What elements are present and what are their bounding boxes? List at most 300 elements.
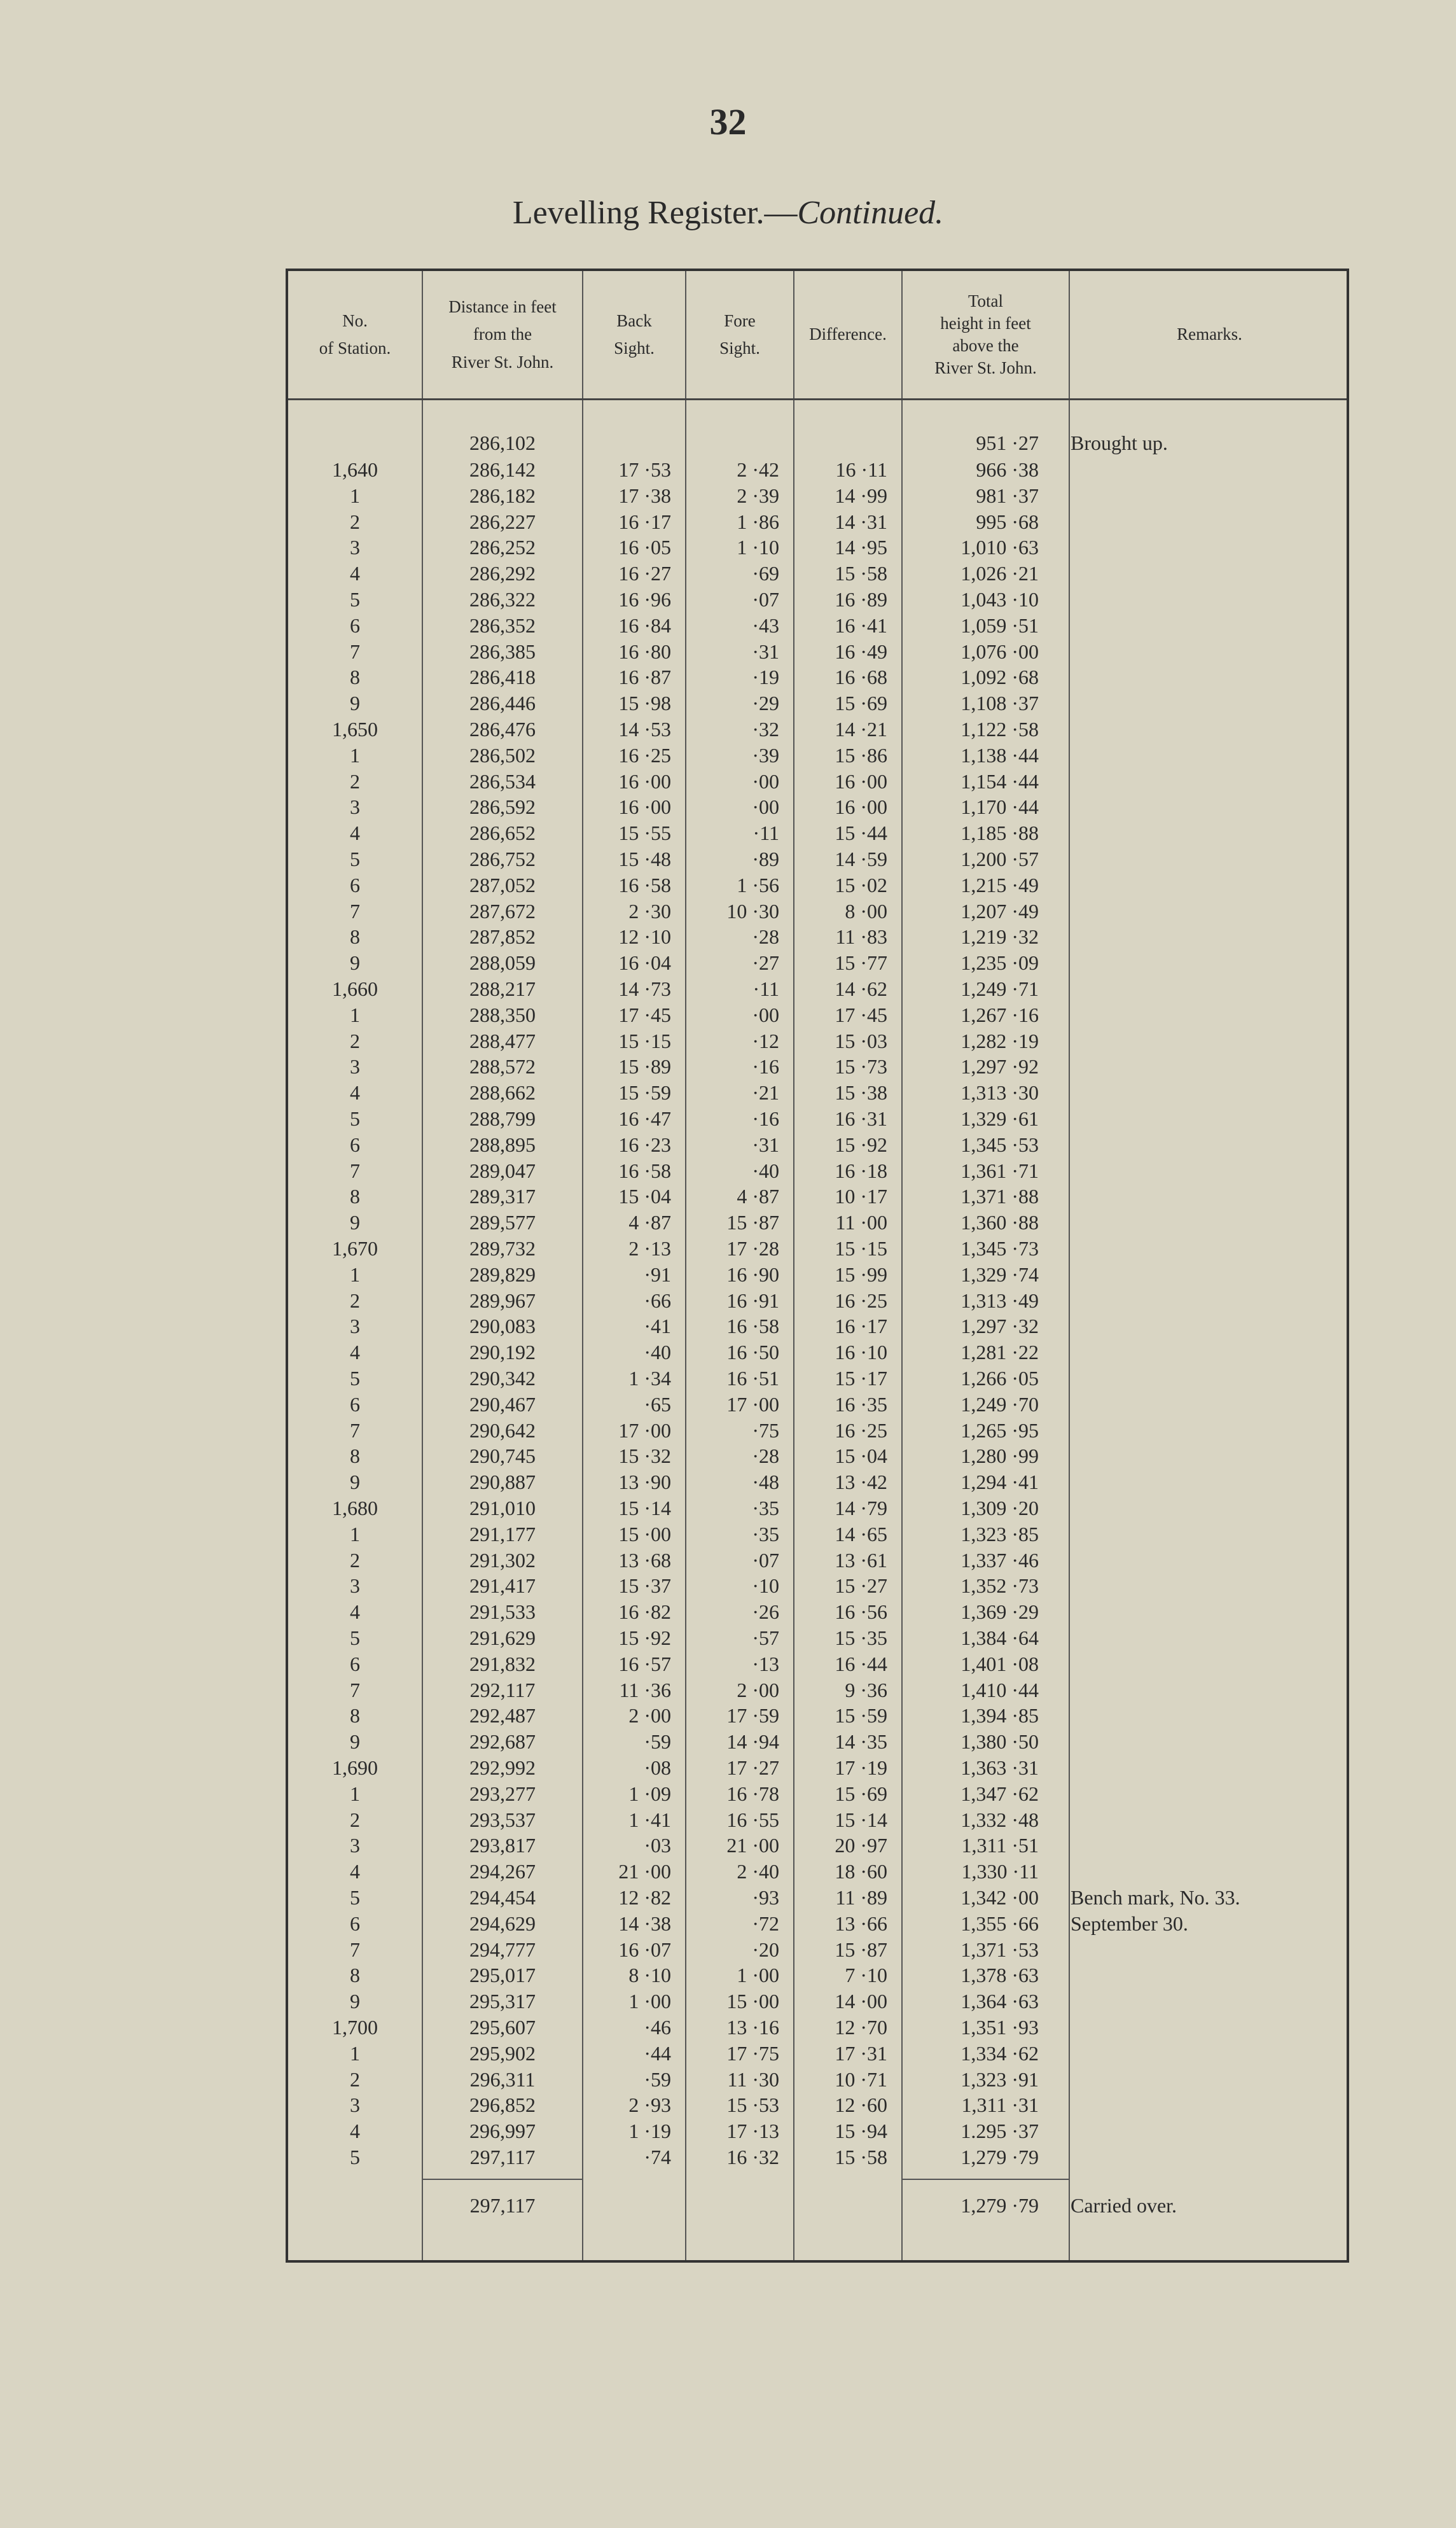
total-height-cell: 1,309 ·20	[960, 1497, 1039, 1519]
total-height-cell: 951 ·27	[976, 431, 1039, 454]
total-height-cell: 981 ·37	[976, 484, 1039, 507]
distance-cell: 290,745	[469, 1444, 536, 1468]
difference-cell: 16 ·68	[835, 666, 887, 689]
table-row	[288, 1262, 1347, 1288]
distance-cell: 292,687	[469, 1730, 536, 1754]
total-height-cell: 1,059 ·51	[960, 613, 1039, 637]
fore-sight-cell: ·89	[752, 848, 779, 870]
header-station: No. of Station.	[319, 311, 391, 358]
distance-cell: 288,059	[469, 951, 536, 975]
station-cell: 7	[350, 1418, 360, 1442]
back-sight-cell: 14 ·73	[618, 977, 671, 1000]
distance-cell: 289,967	[469, 1288, 536, 1312]
station-cell: 7	[350, 1159, 360, 1182]
total-height-cell: 1,313 ·30	[960, 1081, 1039, 1105]
difference-cell: 16 ·17	[835, 1315, 887, 1338]
table-row	[288, 1002, 1347, 1028]
back-sight-cell: 12 ·10	[618, 925, 671, 949]
table-row	[288, 820, 1347, 846]
distance-cell: 286,292	[469, 562, 536, 585]
difference-cell: 15 ·59	[835, 1704, 887, 1728]
back-sight-cell: 21 ·00	[618, 1860, 671, 1883]
total-height-cell: 1,154 ·44	[960, 769, 1039, 793]
distance-cell: 292,487	[469, 1704, 536, 1728]
table-row	[288, 950, 1347, 976]
difference-cell: 17 ·45	[835, 1003, 887, 1026]
difference-cell: 15 ·38	[835, 1081, 887, 1105]
back-sight-cell: 14 ·38	[618, 1911, 671, 1935]
header-remarks: Remarks.	[1177, 325, 1242, 344]
remarks-cell: Carried over.	[1071, 2194, 1177, 2217]
total-height-cell: 1,076 ·00	[960, 639, 1039, 663]
back-sight-cell: 2 ·93	[628, 2093, 671, 2117]
table-row	[288, 2118, 1347, 2144]
station-cell: 8	[350, 1964, 360, 1987]
back-sight-cell: 16 ·47	[618, 1107, 671, 1130]
back-sight-cell: 1 ·34	[628, 1367, 671, 1390]
station-cell: 6	[350, 873, 360, 897]
distance-cell: 292,992	[469, 1756, 536, 1779]
fore-sight-cell: 16 ·32	[726, 2146, 779, 2168]
total-height-cell: 1,342 ·00	[960, 1886, 1039, 1909]
title-continued: Continued.	[797, 195, 944, 231]
difference-cell: 14 ·59	[835, 848, 887, 870]
table-row	[288, 1599, 1347, 1625]
back-sight-cell: 16 ·25	[618, 743, 671, 767]
fore-sight-cell: ·00	[752, 769, 779, 793]
distance-cell: 294,777	[469, 1938, 536, 1961]
levelling-register-table	[286, 269, 1349, 2263]
distance-cell: 288,799	[469, 1107, 536, 1130]
difference-cell: 17 ·19	[835, 1756, 887, 1779]
difference-cell: 13 ·66	[835, 1911, 887, 1935]
table-row	[288, 1937, 1347, 1963]
station-cell: 7	[350, 639, 360, 663]
distance-cell: 286,592	[469, 795, 536, 819]
station-cell: 9	[350, 1730, 360, 1754]
difference-cell: 15 ·02	[835, 873, 887, 897]
back-sight-cell: 12 ·82	[618, 1886, 671, 1909]
station-cell: 4	[350, 562, 360, 585]
table-row	[288, 976, 1347, 1002]
fore-sight-cell: ·26	[752, 1600, 779, 1624]
difference-cell: 15 ·58	[835, 562, 887, 585]
total-height-cell: 1,380 ·50	[960, 1730, 1039, 1754]
fore-sight-cell: ·00	[752, 795, 779, 819]
fore-sight-cell: 17 ·75	[726, 2041, 779, 2065]
table-row	[288, 1236, 1347, 1262]
fore-sight-cell: ·07	[752, 588, 779, 611]
table-row	[288, 1054, 1347, 1080]
difference-cell: 12 ·60	[835, 2093, 887, 2117]
total-height-cell: 1,092 ·68	[960, 666, 1039, 689]
table-row	[288, 716, 1347, 743]
distance-cell: 294,267	[469, 1860, 536, 1883]
total-height-cell: 1,311 ·31	[961, 2093, 1039, 2117]
difference-cell: 16 ·35	[835, 1392, 887, 1416]
table-row	[288, 1365, 1347, 1392]
difference-cell: 15 ·58	[835, 2146, 887, 2168]
distance-cell: 286,352	[469, 613, 536, 637]
table-row	[288, 2067, 1347, 2093]
back-sight-cell: 4 ·87	[628, 1211, 671, 1234]
difference-cell: 13 ·61	[835, 1548, 887, 1572]
distance-cell: 294,629	[469, 1911, 536, 1935]
table-row	[288, 1313, 1347, 1339]
fore-sight-cell: 10 ·30	[726, 899, 779, 923]
fore-sight-cell: ·16	[752, 1107, 779, 1130]
difference-cell: 16 ·00	[835, 769, 887, 793]
total-height-cell: 1,265 ·95	[960, 1418, 1039, 1442]
fore-sight-cell: 1 ·10	[737, 536, 779, 559]
total-height-cell: 1,334 ·62	[960, 2041, 1039, 2065]
station-cell: 3	[350, 795, 360, 819]
distance-cell: 290,192	[469, 1341, 536, 1364]
difference-cell: 16 ·89	[835, 588, 887, 611]
back-sight-cell: 16 ·04	[618, 951, 671, 975]
table-row	[288, 587, 1347, 613]
back-sight-cell: ·59	[644, 2067, 671, 2091]
station-cell: 1	[350, 1522, 360, 1546]
total-height-cell: 1,347 ·62	[960, 1782, 1039, 1805]
difference-cell: 16 ·00	[835, 795, 887, 819]
station-cell: 6	[350, 1133, 360, 1156]
carried-over-rule	[423, 2179, 582, 2180]
distance-cell: 286,476	[469, 718, 536, 741]
distance-cell: 286,418	[469, 666, 536, 689]
distance-cell: 288,477	[469, 1029, 536, 1052]
table-row	[288, 1911, 1347, 1937]
fore-sight-cell: 2 ·40	[737, 1860, 779, 1883]
difference-cell: 16 ·41	[835, 613, 887, 637]
table-row	[288, 2041, 1347, 2067]
difference-cell: 14 ·62	[835, 977, 887, 1000]
fore-sight-cell: 2 ·39	[737, 484, 779, 507]
table-row	[288, 846, 1347, 872]
back-sight-cell: 16 ·84	[618, 613, 671, 637]
table-row	[288, 1859, 1347, 1885]
fore-sight-cell: 1 ·00	[737, 1964, 779, 1987]
total-height-cell: 1,352 ·73	[960, 1574, 1039, 1598]
carried-over-rule	[903, 2179, 1069, 2180]
table-row	[288, 872, 1347, 898]
table-row	[288, 1418, 1347, 1444]
back-sight-cell: 2 ·00	[628, 1704, 671, 1728]
table-row	[288, 1184, 1347, 1210]
table-row	[288, 1028, 1347, 1054]
back-sight-cell: 15 ·48	[618, 848, 671, 870]
station-cell: 2	[350, 1548, 360, 1572]
total-height-cell: 1,266 ·05	[960, 1367, 1039, 1390]
distance-cell: 286,534	[469, 769, 536, 793]
difference-cell: 15 ·94	[835, 2119, 887, 2143]
back-sight-cell: ·66	[644, 1288, 671, 1312]
table-row	[288, 1807, 1347, 1833]
total-height-cell: 1,401 ·08	[960, 1652, 1039, 1675]
back-sight-cell: 15 ·98	[618, 692, 671, 715]
distance-cell: 288,662	[469, 1081, 536, 1105]
fore-sight-cell: 16 ·78	[726, 1782, 779, 1805]
distance-cell: 286,252	[469, 536, 536, 559]
difference-cell: 16 ·25	[835, 1418, 887, 1442]
fore-sight-cell: ·72	[752, 1911, 779, 1935]
difference-cell: 15 ·92	[835, 1133, 887, 1156]
table-row	[288, 1703, 1347, 1729]
distance-cell: 295,902	[469, 2041, 536, 2065]
distance-cell: 295,317	[469, 1990, 536, 2013]
difference-cell: 16 ·31	[835, 1107, 887, 1130]
table-row	[288, 1677, 1347, 1703]
total-height-cell: 1,361 ·71	[960, 1159, 1039, 1182]
back-sight-cell: 13 ·68	[618, 1548, 671, 1572]
total-height-cell: 1,360 ·88	[960, 1211, 1039, 1234]
distance-cell: 288,350	[469, 1003, 536, 1026]
back-sight-cell: 2 ·13	[628, 1237, 671, 1260]
back-sight-cell: 13 ·90	[618, 1470, 671, 1494]
table-row	[288, 1469, 1347, 1495]
distance-cell: 286,446	[469, 692, 536, 715]
station-cell: 2	[350, 1029, 360, 1052]
back-sight-cell: ·74	[644, 2146, 671, 2168]
difference-cell: 20 ·97	[835, 1834, 887, 1857]
back-sight-cell: 16 ·80	[618, 639, 671, 663]
station-cell: 1,680	[332, 1497, 378, 1519]
station-cell: 8	[350, 1444, 360, 1468]
fore-sight-cell: 2 ·42	[737, 458, 779, 481]
total-height-cell: 1,345 ·53	[960, 1133, 1039, 1156]
total-height-cell: 1,329 ·61	[960, 1107, 1039, 1130]
table-row	[288, 483, 1347, 509]
fore-sight-cell: 16 ·91	[726, 1288, 779, 1312]
back-sight-cell: 15 ·55	[618, 821, 671, 845]
station-cell: 6	[350, 1652, 360, 1675]
station-cell: 6	[350, 1392, 360, 1416]
fore-sight-cell: 17 ·28	[726, 1237, 779, 1260]
station-cell: 5	[350, 848, 360, 870]
station-cell: 4	[350, 2119, 360, 2143]
table-row	[288, 1755, 1347, 1781]
back-sight-cell: 16 ·96	[618, 588, 671, 611]
station-cell: 5	[350, 1626, 360, 1649]
table-row	[288, 1443, 1347, 1469]
back-sight-cell: 17 ·45	[618, 1003, 671, 1026]
back-sight-cell: 16 ·00	[618, 769, 671, 793]
table-row	[288, 743, 1347, 769]
fore-sight-cell: 11 ·30	[727, 2067, 779, 2091]
difference-cell: 15 ·04	[835, 1444, 887, 1468]
fore-sight-cell: ·35	[752, 1522, 779, 1546]
distance-cell: 286,227	[469, 510, 536, 533]
fore-sight-cell: 2 ·00	[737, 1678, 779, 1701]
brought-up-row	[288, 430, 1347, 456]
distance-cell: 287,852	[469, 925, 536, 949]
distance-cell: 288,895	[469, 1133, 536, 1156]
total-height-cell: 1,329 ·74	[960, 1262, 1039, 1286]
distance-cell: 289,577	[469, 1211, 536, 1234]
total-height-cell: 1,323 ·91	[960, 2067, 1039, 2091]
table-row	[288, 1158, 1347, 1184]
total-height-cell: 1,235 ·09	[960, 951, 1039, 975]
table-row	[288, 1547, 1347, 1574]
distance-cell: 288,572	[469, 1055, 536, 1079]
back-sight-cell: 14 ·53	[618, 718, 671, 741]
difference-cell: 15 ·27	[835, 1574, 887, 1598]
station-cell: 1,660	[332, 977, 378, 1000]
fore-sight-cell: ·12	[752, 1029, 779, 1052]
difference-cell: 15 ·15	[835, 1237, 887, 1260]
station-cell: 3	[350, 1574, 360, 1598]
table-row	[288, 1781, 1347, 1807]
remarks-cell: Brought up.	[1071, 431, 1168, 454]
back-sight-cell: ·40	[644, 1341, 671, 1364]
back-sight-cell: 15 ·15	[618, 1029, 671, 1052]
distance-cell: 295,607	[469, 2016, 536, 2039]
fore-sight-cell: ·11	[752, 821, 779, 845]
total-height-cell: 995 ·68	[976, 510, 1039, 533]
fore-sight-cell: ·35	[752, 1497, 779, 1519]
station-cell: 1	[350, 2041, 360, 2065]
distance-cell: 291,629	[469, 1626, 536, 1649]
fore-sight-cell: 16 ·51	[726, 1367, 779, 1390]
fore-sight-cell: 4 ·87	[737, 1185, 779, 1208]
difference-cell: 14 ·31	[835, 510, 887, 533]
total-height-cell: 1,279 ·79	[960, 2146, 1039, 2168]
total-height-cell: 1,313 ·49	[960, 1288, 1039, 1312]
station-cell: 9	[350, 1211, 360, 1234]
distance-cell: 289,047	[469, 1159, 536, 1182]
header-rule	[288, 398, 1347, 400]
total-height-cell: 1,170 ·44	[960, 795, 1039, 819]
distance-cell: 291,010	[469, 1497, 536, 1519]
fore-sight-cell: 13 ·16	[726, 2016, 779, 2039]
difference-cell: 16 ·10	[835, 1341, 887, 1364]
table-row	[288, 2144, 1347, 2170]
distance-cell: 293,277	[469, 1782, 536, 1805]
fore-sight-cell: 14 ·94	[726, 1730, 779, 1754]
fore-sight-cell: ·48	[752, 1470, 779, 1494]
fore-sight-cell: 16 ·90	[726, 1262, 779, 1286]
difference-cell: 15 ·87	[835, 1938, 887, 1961]
total-height-cell: 1,355 ·66	[960, 1911, 1039, 1935]
back-sight-cell: 16 ·58	[618, 873, 671, 897]
fore-sight-cell: ·28	[752, 1444, 779, 1468]
carried-over-row	[288, 2193, 1347, 2219]
distance-cell: 289,732	[469, 1237, 536, 1260]
table-row	[288, 1495, 1347, 1521]
difference-cell: 8 ·00	[845, 899, 887, 923]
station-cell: 1,700	[332, 2016, 378, 2039]
distance-cell: 297,117	[469, 2146, 536, 2168]
distance-cell: 286,502	[469, 743, 536, 767]
distance-cell: 292,117	[469, 1678, 536, 1701]
total-height-cell: 1,108 ·37	[960, 692, 1039, 715]
fore-sight-cell: 17 ·59	[726, 1704, 779, 1728]
fore-sight-cell: ·20	[752, 1938, 779, 1961]
table-row	[288, 924, 1347, 950]
difference-cell: 14 ·35	[835, 1730, 887, 1754]
back-sight-cell: ·08	[644, 1756, 671, 1779]
table-row	[288, 534, 1347, 561]
difference-cell: 14 ·21	[835, 718, 887, 741]
difference-cell: 15 ·77	[835, 951, 887, 975]
distance-cell: 296,997	[469, 2119, 536, 2143]
distance-cell: 290,083	[469, 1315, 536, 1338]
back-sight-cell: ·44	[644, 2041, 671, 2065]
back-sight-cell: 15 ·59	[618, 1081, 671, 1105]
station-cell: 3	[350, 1055, 360, 1079]
table-row	[288, 1729, 1347, 1755]
distance-cell: 291,832	[469, 1652, 536, 1675]
fore-sight-cell: 17 ·00	[726, 1392, 779, 1416]
back-sight-cell: 16 ·58	[618, 1159, 671, 1182]
station-cell: 3	[350, 2093, 360, 2117]
back-sight-cell: ·03	[644, 1834, 671, 1857]
station-cell: 9	[350, 951, 360, 975]
back-sight-cell: 15 ·32	[618, 1444, 671, 1468]
total-height-cell: 1,207 ·49	[960, 899, 1039, 923]
back-sight-cell: 16 ·07	[618, 1938, 671, 1961]
back-sight-cell: 16 ·27	[618, 562, 671, 585]
back-sight-cell: 1 ·09	[628, 1782, 671, 1805]
station-cell: 6	[350, 1911, 360, 1935]
fore-sight-cell: ·07	[752, 1548, 779, 1572]
difference-cell: 14 ·00	[835, 1990, 887, 2013]
total-height-cell: 1,311 ·51	[961, 1834, 1039, 1857]
total-height-cell: 1,332 ·48	[960, 1808, 1039, 1831]
table-row	[288, 509, 1347, 535]
difference-cell: 16 ·49	[835, 639, 887, 663]
station-cell: 4	[350, 1860, 360, 1883]
total-height-cell: 1,369 ·29	[960, 1600, 1039, 1624]
total-height-cell: 1,026 ·21	[960, 562, 1039, 585]
distance-cell: 293,817	[469, 1834, 536, 1857]
station-cell: 3	[350, 1315, 360, 1338]
total-height-cell: 1,330 ·11	[961, 1860, 1039, 1883]
total-height-cell: 1,219 ·32	[960, 925, 1039, 949]
distance-cell: 286,752	[469, 848, 536, 870]
station-cell: 2	[350, 1288, 360, 1312]
distance-cell: 291,177	[469, 1522, 536, 1546]
station-cell: 7	[350, 1678, 360, 1701]
total-height-cell: 1,138 ·44	[960, 743, 1039, 767]
back-sight-cell: 17 ·38	[618, 484, 671, 507]
station-cell: 8	[350, 1185, 360, 1208]
fore-sight-cell: 16 ·58	[726, 1315, 779, 1338]
back-sight-cell: 16 ·05	[618, 536, 671, 559]
fore-sight-cell: ·32	[752, 718, 779, 741]
difference-cell: 16 ·25	[835, 1288, 887, 1312]
table-row	[288, 2015, 1347, 2041]
fore-sight-cell: 17 ·13	[726, 2119, 779, 2143]
remarks-cell: September 30.	[1071, 1911, 1188, 1935]
fore-sight-cell: ·31	[752, 639, 779, 663]
difference-cell: 11 ·83	[835, 925, 887, 949]
total-height-cell: 1,410 ·44	[960, 1678, 1039, 1701]
station-cell: 5	[350, 2146, 360, 2168]
fore-sight-cell: ·00	[752, 1003, 779, 1026]
station-cell: 1	[350, 1003, 360, 1026]
table-row	[288, 457, 1347, 483]
station-cell: 5	[350, 588, 360, 611]
station-cell: 3	[350, 1834, 360, 1857]
table-row	[288, 794, 1347, 820]
station-cell: 4	[350, 821, 360, 845]
distance-cell: 290,467	[469, 1392, 536, 1416]
total-height-cell: 1,122 ·58	[960, 718, 1039, 741]
fore-sight-cell: 17 ·27	[726, 1756, 779, 1779]
fore-sight-cell: ·69	[752, 562, 779, 585]
fore-sight-cell: ·13	[752, 1652, 779, 1675]
